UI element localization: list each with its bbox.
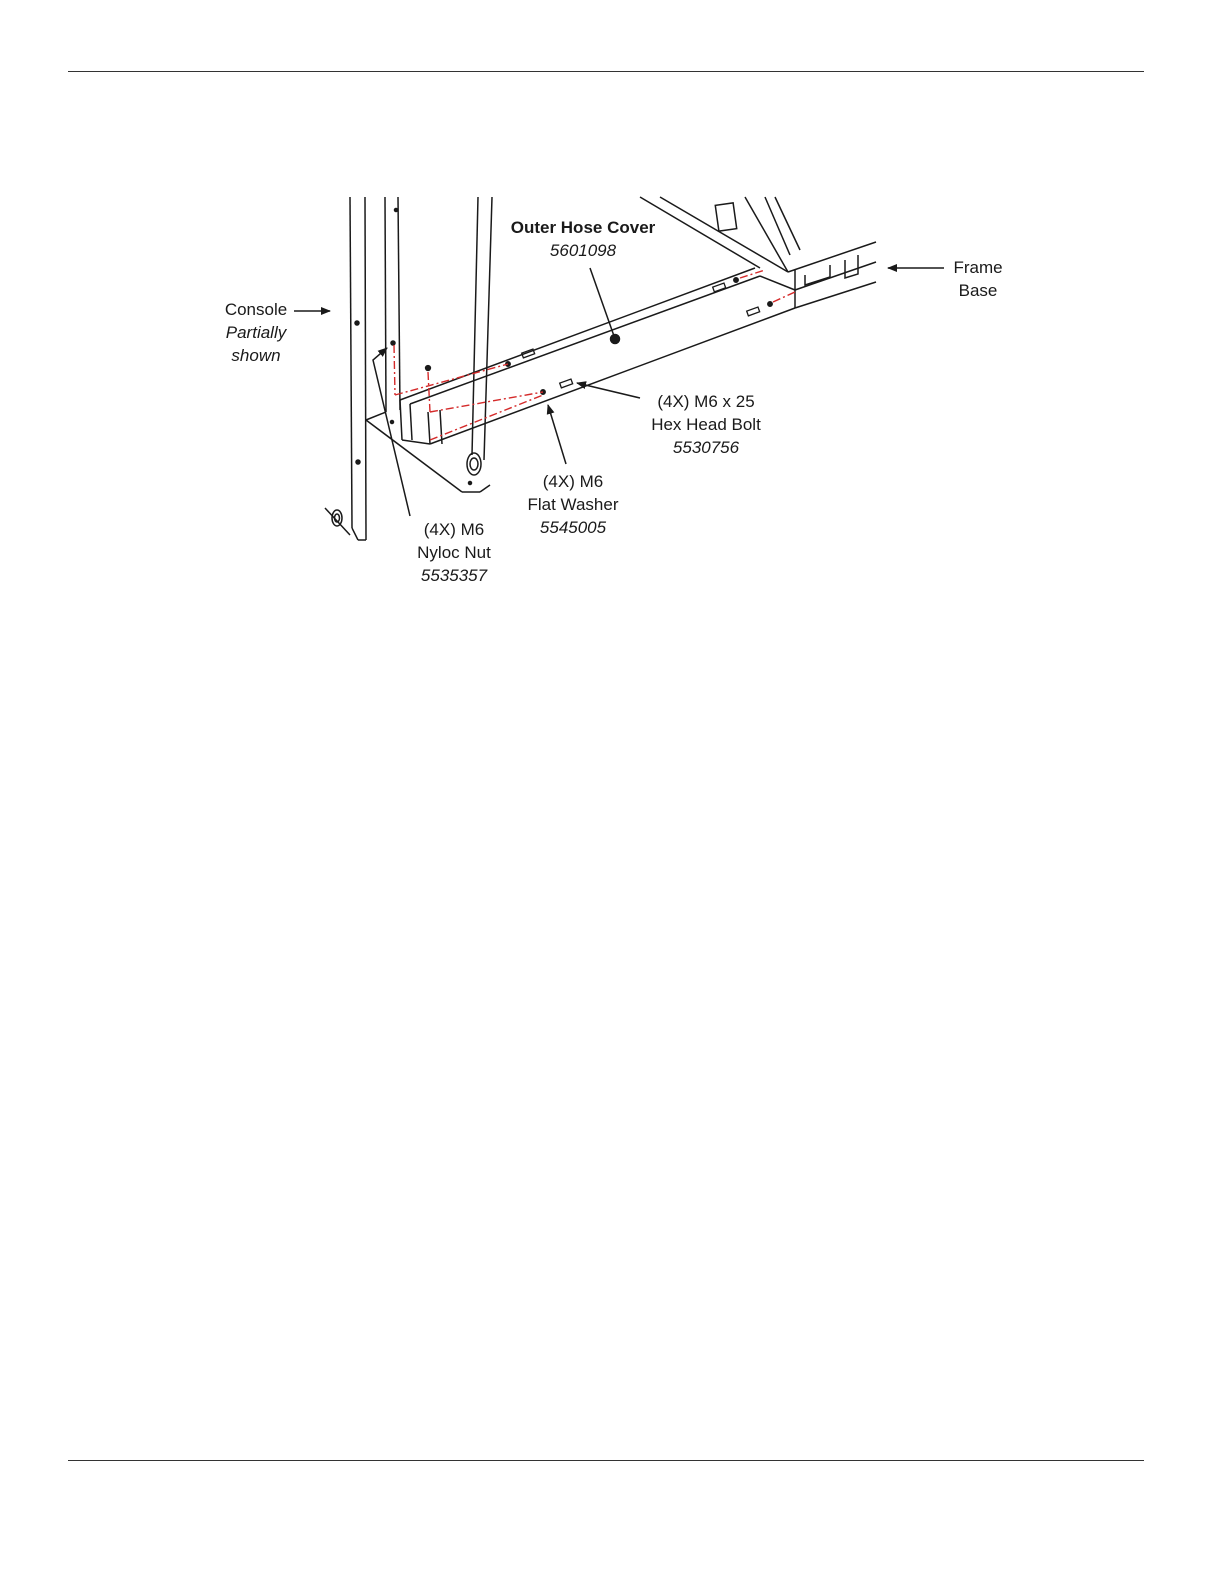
outer-hose-cover-label: [493, 216, 673, 262]
flat-washer-name: Flat Washer: [527, 495, 619, 514]
console-note-2: shown: [231, 346, 281, 365]
frame-base-line-2: Base: [958, 281, 998, 300]
flat-washer-label: [513, 470, 633, 539]
hex-bolt-name: Hex Head Bolt: [651, 415, 761, 434]
frame-base-shape: [640, 197, 876, 308]
hex-bolt-label: [634, 390, 778, 459]
flat-washer-arrow: [548, 405, 566, 464]
console-label: [206, 298, 306, 367]
console-illustration: [325, 197, 400, 540]
hex-bolt-arrow: [577, 383, 640, 398]
frame-base-label: [940, 256, 1016, 302]
nyloc-nut-name: Nyloc Nut: [417, 543, 491, 562]
console-name: Console: [224, 300, 288, 319]
outer-hose-cover-name: Outer Hose Cover: [510, 218, 656, 237]
console-base-plate: [366, 420, 490, 492]
nyloc-nut-part: 5535357: [420, 566, 488, 585]
hex-bolt-part: 5530756: [672, 438, 740, 457]
hex-bolt-qty: (4X) M6 x 25: [657, 392, 755, 411]
flat-washer-qty: (4X) M6: [542, 472, 604, 491]
frame-base-line-1: Frame: [953, 258, 1003, 277]
outer-hose-cover-part: 5601098: [549, 241, 617, 260]
nyloc-nut-leader: [373, 348, 410, 516]
nyloc-nut-qty: (4X) M6: [423, 520, 485, 539]
hose-cover-leader: [590, 268, 614, 336]
console-upright: [467, 197, 492, 485]
nyloc-nut-label: [404, 518, 504, 587]
console-note-1: Partially: [225, 323, 287, 342]
flat-washer-part: 5545005: [539, 518, 607, 537]
